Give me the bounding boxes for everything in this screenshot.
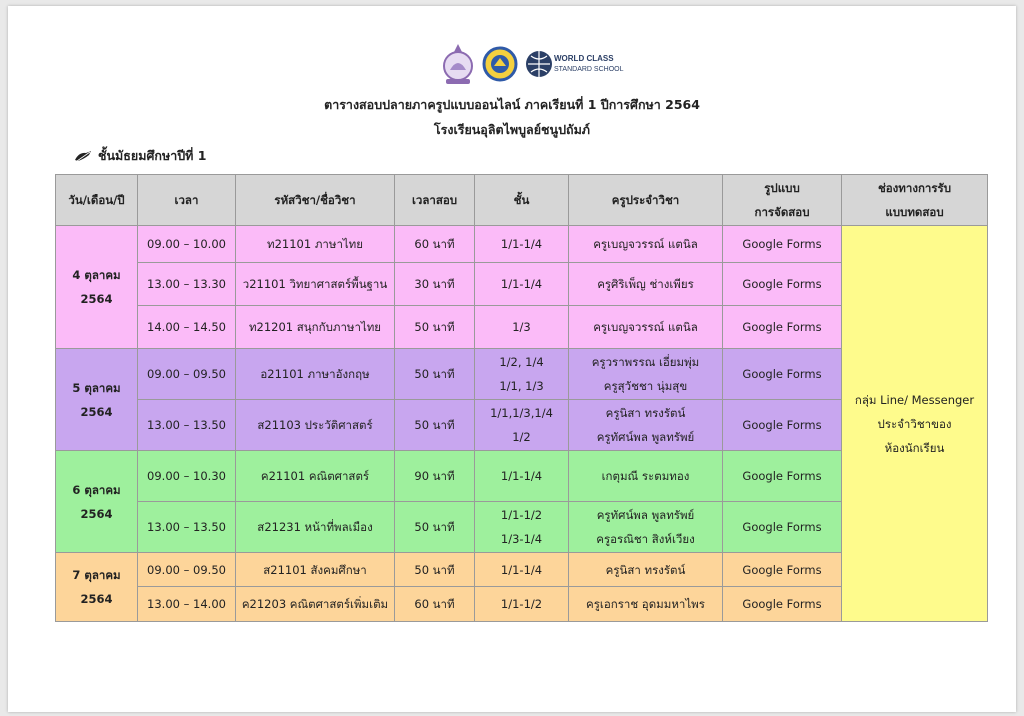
date-day: 7 ตุลาคม bbox=[72, 568, 121, 582]
grade-label: ชั้นมัธยมศึกษาปีที่ 1 bbox=[98, 148, 207, 163]
column-header-date: วัน/เดือน/ปี bbox=[56, 175, 138, 226]
class-line: 1/1,1/3,1/4 bbox=[490, 406, 553, 420]
document-page bbox=[8, 6, 1016, 712]
class-line: 1/3-1/4 bbox=[500, 532, 543, 546]
school-name: โรงเรียนอุลิตไพบูลย์ชนูปถัมภ์ bbox=[433, 122, 591, 137]
teacher-cell bbox=[569, 502, 723, 553]
class-cell bbox=[475, 400, 569, 451]
subject-cell: ส21231 หน้าที่พลเมือง bbox=[236, 502, 395, 553]
date-cell bbox=[56, 349, 138, 451]
teacher-line: ครูวราพรรณ เอี่ยมพุ่ม bbox=[591, 355, 700, 369]
class-cell: 1/1-1/2 bbox=[475, 587, 569, 622]
time-cell: 09.00 – 10.30 bbox=[138, 451, 236, 502]
time-cell: 13.00 – 14.00 bbox=[138, 587, 236, 622]
subject-cell: ว21101 วิทยาศาสตร์พื้นฐาน bbox=[236, 263, 395, 306]
class-line: 1/1-1/2 bbox=[500, 508, 543, 522]
date-cell bbox=[56, 451, 138, 553]
table-header-row bbox=[56, 175, 988, 226]
date-cell bbox=[56, 553, 138, 622]
teacher-line: ครูทัศน์พล พูลทรัพย์ bbox=[596, 430, 695, 444]
format-cell: Google Forms bbox=[723, 451, 842, 502]
format-cell: Google Forms bbox=[723, 587, 842, 622]
svg-text:WORLD CLASS: WORLD CLASS bbox=[554, 54, 614, 63]
format-cell: Google Forms bbox=[723, 349, 842, 400]
time-cell: 14.00 – 14.50 bbox=[138, 306, 236, 349]
time-cell: 13.00 – 13.50 bbox=[138, 400, 236, 451]
teacher-cell bbox=[569, 400, 723, 451]
date-day: 4 ตุลาคม bbox=[72, 268, 121, 282]
column-header-time: เวลา bbox=[138, 175, 236, 226]
date-year: 2564 bbox=[80, 404, 113, 419]
class-line: 1/1, 1/3 bbox=[499, 379, 544, 393]
duration-cell: 50 นาที bbox=[395, 400, 475, 451]
class-cell: 1/1-1/4 bbox=[475, 451, 569, 502]
channel-header-line-1: ช่องทางการรับ bbox=[877, 181, 952, 195]
column-header-duration: เวลาสอบ bbox=[395, 175, 475, 226]
time-cell: 13.00 – 13.30 bbox=[138, 263, 236, 306]
teacher-cell: ครูเบญจวรรณ์ แตนิล bbox=[569, 226, 723, 263]
teacher-line: ครูทัศน์พล พูลทรัพย์ bbox=[596, 508, 695, 522]
class-line: 1/2 bbox=[512, 430, 531, 444]
date-cell bbox=[56, 226, 138, 349]
teacher-cell: ครูศิริเพ็ญ ช่างเพียร bbox=[569, 263, 723, 306]
logo-row bbox=[440, 42, 624, 86]
channel-line-1: กลุ่ม Line/ Messenger bbox=[854, 392, 975, 407]
format-cell: Google Forms bbox=[723, 263, 842, 306]
class-cell bbox=[475, 502, 569, 553]
class-cell: 1/3 bbox=[475, 306, 569, 349]
channel-line-3: ห้องนักเรียน bbox=[884, 440, 945, 455]
subject-cell: ส21103 ประวัติศาสตร์ bbox=[236, 400, 395, 451]
format-header-line-1: รูปแบบ bbox=[764, 181, 800, 195]
teacher-cell: ครูเอกราช อุดมมหาไพร bbox=[569, 587, 723, 622]
svg-text:STANDARD SCHOOL: STANDARD SCHOOL bbox=[554, 66, 624, 73]
format-header-line-2: การจัดสอบ bbox=[754, 205, 810, 219]
teacher-line: ครูสุวัชชา นุ่มสุข bbox=[603, 379, 688, 393]
subject-cell: ท21201 สนุกกับภาษาไทย bbox=[236, 306, 395, 349]
column-header-channel bbox=[842, 175, 988, 226]
subject-cell: ค21101 คณิตศาสตร์ bbox=[236, 451, 395, 502]
teacher-cell bbox=[569, 349, 723, 400]
writing-hand-icon bbox=[74, 150, 92, 162]
class-line: 1/2, 1/4 bbox=[499, 355, 544, 369]
date-day: 6 ตุลาคม bbox=[72, 482, 121, 497]
duration-cell: 50 นาที bbox=[395, 306, 475, 349]
class-cell: 1/1-1/4 bbox=[475, 553, 569, 587]
world-class-school-logo bbox=[524, 48, 624, 80]
duration-cell: 30 นาที bbox=[395, 263, 475, 306]
teacher-cell: ครูนิสา ทรงรัตน์ bbox=[569, 553, 723, 587]
column-header-format bbox=[723, 175, 842, 226]
format-cell: Google Forms bbox=[723, 553, 842, 587]
date-year: 2564 bbox=[80, 506, 113, 521]
table-row bbox=[56, 226, 988, 263]
channel-cell bbox=[842, 226, 988, 622]
exam-schedule-table bbox=[55, 174, 988, 622]
duration-cell: 60 นาที bbox=[395, 226, 475, 263]
duration-cell: 60 นาที bbox=[395, 587, 475, 622]
time-cell: 09.00 – 09.50 bbox=[138, 349, 236, 400]
subject-cell: อ21101 ภาษาอังกฤษ bbox=[236, 349, 395, 400]
subject-cell: ค21203 คณิตศาสตร์เพิ่มเติม bbox=[236, 587, 395, 622]
school-emblem-logo bbox=[440, 42, 476, 86]
date-year: 2564 bbox=[80, 592, 113, 606]
class-cell: 1/1-1/4 bbox=[475, 226, 569, 263]
column-header-subject: รหัสวิชา/ชื่อวิชา bbox=[236, 175, 395, 226]
subject-cell: ท21101 ภาษาไทย bbox=[236, 226, 395, 263]
time-cell: 13.00 – 13.50 bbox=[138, 502, 236, 553]
duration-cell: 50 นาที bbox=[395, 553, 475, 587]
page-title: ตารางสอบปลายภาครูปแบบออนไลน์ ภาคเรียนที่ 1 ปีการศึกษา 2564 bbox=[324, 97, 700, 112]
column-header-teacher: ครูประจำวิชา bbox=[569, 175, 723, 226]
duration-cell: 90 นาที bbox=[395, 451, 475, 502]
class-cell: 1/1-1/4 bbox=[475, 263, 569, 306]
column-header-class: ชั้น bbox=[475, 175, 569, 226]
teacher-line: ครูอรณิชา สิงห์เวียง bbox=[596, 532, 695, 546]
format-cell: Google Forms bbox=[723, 400, 842, 451]
channel-line-2: ประจำวิชาของ bbox=[877, 416, 952, 431]
subject-cell: ส21101 สังคมศึกษา bbox=[236, 553, 395, 587]
date-day: 5 ตุลาคม bbox=[72, 380, 121, 395]
channel-header-line-2: แบบทดสอบ bbox=[885, 205, 944, 219]
school-seal-logo bbox=[482, 46, 518, 82]
duration-cell: 50 นาที bbox=[395, 349, 475, 400]
time-cell: 09.00 – 09.50 bbox=[138, 553, 236, 587]
format-cell: Google Forms bbox=[723, 306, 842, 349]
duration-cell: 50 นาที bbox=[395, 502, 475, 553]
format-cell: Google Forms bbox=[723, 502, 842, 553]
time-cell: 09.00 – 10.00 bbox=[138, 226, 236, 263]
class-cell bbox=[475, 349, 569, 400]
teacher-cell: ครูเบญจวรรณ์ แตนิล bbox=[569, 306, 723, 349]
format-cell: Google Forms bbox=[723, 226, 842, 263]
teacher-cell: เกตุมณี ระตมทอง bbox=[569, 451, 723, 502]
grade-heading bbox=[74, 146, 206, 166]
teacher-line: ครูนิสา ทรงรัตน์ bbox=[605, 406, 686, 420]
date-year: 2564 bbox=[80, 292, 113, 306]
